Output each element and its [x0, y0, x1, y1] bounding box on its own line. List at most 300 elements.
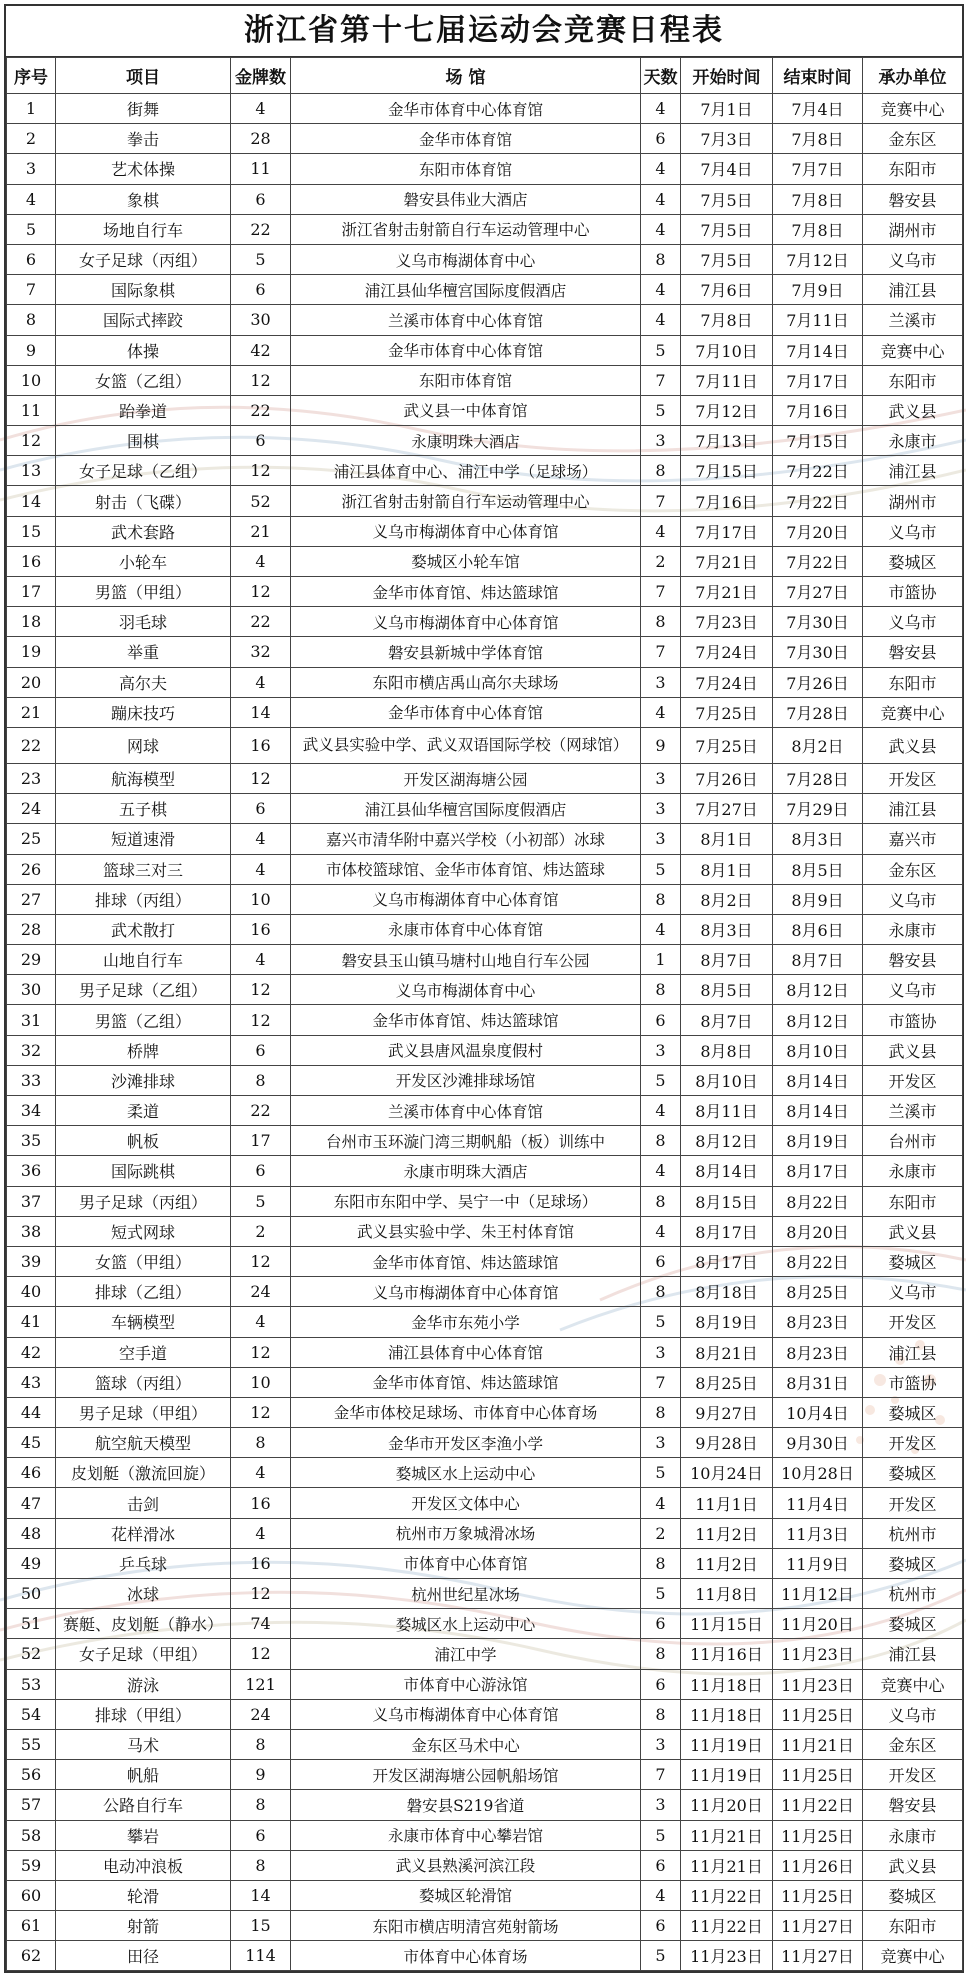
cell-event: 男子足球（乙组）	[56, 975, 231, 1005]
cell-venue: 杭州市万象城滑冰场	[291, 1518, 641, 1548]
cell-venue: 金华市体育中心体育馆	[291, 335, 641, 365]
cell-index: 61	[7, 1911, 56, 1941]
table-row	[7, 1126, 963, 1156]
cell-venue: 金华市体育馆、炜达篮球馆	[291, 1246, 641, 1276]
cell-event: 艺术体操	[56, 154, 231, 184]
cell-start: 10月24日	[681, 1458, 773, 1488]
table-row	[7, 486, 963, 516]
cell-end: 11月27日	[773, 1941, 863, 1971]
table-row	[7, 1005, 963, 1035]
cell-medals: 16	[231, 727, 291, 763]
table-row	[7, 577, 963, 607]
cell-index: 43	[7, 1367, 56, 1397]
cell-end: 10月28日	[773, 1458, 863, 1488]
cell-venue: 婺城区水上运动中心	[291, 1609, 641, 1639]
cell-venue: 开发区文体中心	[291, 1488, 641, 1518]
cell-index: 49	[7, 1548, 56, 1578]
table-row	[7, 637, 963, 667]
cell-days: 7	[641, 365, 681, 395]
cell-venue: 金华市体育中心体育馆	[291, 94, 641, 124]
cell-end: 11月21日	[773, 1729, 863, 1759]
cell-organizer: 开发区	[863, 1760, 963, 1790]
cell-event: 五子棋	[56, 794, 231, 824]
cell-medals: 17	[231, 1126, 291, 1156]
cell-organizer: 金东区	[863, 124, 963, 154]
cell-venue: 永康明珠大酒店	[291, 426, 641, 456]
schedule-sheet	[4, 4, 964, 1973]
cell-index: 19	[7, 637, 56, 667]
cell-index: 25	[7, 824, 56, 854]
cell-venue: 义乌市梅湖体育中心	[291, 975, 641, 1005]
cell-venue: 金华市体校足球场、市体育中心体育场	[291, 1397, 641, 1427]
cell-days: 4	[641, 214, 681, 244]
cell-start: 7月4日	[681, 154, 773, 184]
table-row	[7, 1518, 963, 1548]
cell-days: 4	[641, 94, 681, 124]
cell-medals: 22	[231, 1096, 291, 1126]
cell-days: 4	[641, 1096, 681, 1126]
cell-start: 8月5日	[681, 975, 773, 1005]
cell-start: 8月17日	[681, 1246, 773, 1276]
cell-event: 沙滩排球	[56, 1065, 231, 1095]
cell-days: 4	[641, 154, 681, 184]
table-row	[7, 1820, 963, 1850]
cell-index: 34	[7, 1096, 56, 1126]
table-row	[7, 1729, 963, 1759]
cell-event: 电动冲浪板	[56, 1850, 231, 1880]
cell-organizer: 婺城区	[863, 1548, 963, 1578]
cell-end: 7月29日	[773, 794, 863, 824]
cell-medals: 30	[231, 305, 291, 335]
cell-venue: 义乌市梅湖体育中心体育馆	[291, 607, 641, 637]
cell-organizer: 杭州市	[863, 1579, 963, 1609]
cell-medals: 12	[231, 763, 291, 793]
table-row	[7, 1397, 963, 1427]
cell-days: 8	[641, 244, 681, 274]
cell-medals: 9	[231, 1760, 291, 1790]
col-header-days: 天数	[641, 58, 681, 94]
cell-event: 男篮（甲组）	[56, 577, 231, 607]
table-row	[7, 1941, 963, 1971]
cell-end: 7月15日	[773, 426, 863, 456]
col-header-index: 序号	[7, 58, 56, 94]
cell-venue: 永康市体育中心体育馆	[291, 914, 641, 944]
cell-end: 7月22日	[773, 546, 863, 576]
cell-medals: 16	[231, 1488, 291, 1518]
cell-venue: 东阳市体育馆	[291, 154, 641, 184]
cell-end: 8月12日	[773, 1005, 863, 1035]
cell-days: 5	[641, 854, 681, 884]
table-row	[7, 1699, 963, 1729]
cell-days: 6	[641, 1246, 681, 1276]
table-row	[7, 1277, 963, 1307]
cell-index: 29	[7, 945, 56, 975]
cell-organizer: 磐安县	[863, 637, 963, 667]
cell-index: 55	[7, 1729, 56, 1759]
cell-start: 11月19日	[681, 1729, 773, 1759]
cell-medals: 8	[231, 1065, 291, 1095]
cell-end: 8月12日	[773, 975, 863, 1005]
schedule-table	[6, 57, 963, 1971]
cell-index: 20	[7, 667, 56, 697]
cell-index: 46	[7, 1458, 56, 1488]
cell-event: 女子足球（丙组）	[56, 244, 231, 274]
table-row	[7, 1579, 963, 1609]
cell-index: 62	[7, 1941, 56, 1971]
cell-end: 9月30日	[773, 1428, 863, 1458]
cell-end: 11月4日	[773, 1488, 863, 1518]
cell-index: 11	[7, 395, 56, 425]
cell-start: 7月23日	[681, 607, 773, 637]
cell-medals: 12	[231, 577, 291, 607]
cell-medals: 4	[231, 945, 291, 975]
cell-event: 蹦床技巧	[56, 697, 231, 727]
cell-index: 45	[7, 1428, 56, 1458]
table-row	[7, 516, 963, 546]
cell-medals: 6	[231, 1820, 291, 1850]
table-row	[7, 854, 963, 884]
cell-start: 11月21日	[681, 1820, 773, 1850]
cell-organizer: 婺城区	[863, 1397, 963, 1427]
cell-organizer: 竞赛中心	[863, 94, 963, 124]
cell-venue: 市体校篮球馆、金华市体育馆、炜达篮球	[291, 854, 641, 884]
cell-end: 7月9日	[773, 275, 863, 305]
cell-venue: 兰溪市体育中心体育馆	[291, 1096, 641, 1126]
cell-organizer: 武义县	[863, 1216, 963, 1246]
cell-event: 田径	[56, 1941, 231, 1971]
cell-venue: 金华市体育馆	[291, 124, 641, 154]
cell-days: 8	[641, 884, 681, 914]
col-header-venue: 场 馆	[291, 58, 641, 94]
cell-start: 8月17日	[681, 1216, 773, 1246]
cell-start: 7月21日	[681, 577, 773, 607]
cell-days: 9	[641, 727, 681, 763]
cell-start: 11月16日	[681, 1639, 773, 1669]
cell-days: 8	[641, 1126, 681, 1156]
cell-end: 7月8日	[773, 214, 863, 244]
cell-event: 皮划艇（激流回旋）	[56, 1458, 231, 1488]
cell-organizer: 武义县	[863, 1035, 963, 1065]
cell-end: 11月25日	[773, 1820, 863, 1850]
cell-days: 6	[641, 1669, 681, 1699]
cell-start: 7月25日	[681, 727, 773, 763]
cell-medals: 4	[231, 1458, 291, 1488]
cell-end: 7月22日	[773, 486, 863, 516]
cell-end: 7月20日	[773, 516, 863, 546]
cell-venue: 东阳市横店明清宫苑射箭场	[291, 1911, 641, 1941]
cell-event: 国际跳棋	[56, 1156, 231, 1186]
cell-end: 7月8日	[773, 124, 863, 154]
cell-event: 跆拳道	[56, 395, 231, 425]
cell-organizer: 义乌市	[863, 516, 963, 546]
cell-medals: 4	[231, 824, 291, 854]
cell-index: 53	[7, 1669, 56, 1699]
cell-start: 7月24日	[681, 637, 773, 667]
table-row	[7, 456, 963, 486]
cell-medals: 14	[231, 1880, 291, 1910]
cell-start: 9月28日	[681, 1428, 773, 1458]
cell-organizer: 浦江县	[863, 1337, 963, 1367]
cell-days: 6	[641, 1609, 681, 1639]
cell-index: 40	[7, 1277, 56, 1307]
cell-end: 7月26日	[773, 667, 863, 697]
table-row	[7, 1096, 963, 1126]
cell-index: 26	[7, 854, 56, 884]
cell-event: 象棋	[56, 184, 231, 214]
cell-medals: 32	[231, 637, 291, 667]
cell-organizer: 市篮协	[863, 1367, 963, 1397]
cell-days: 3	[641, 1729, 681, 1759]
cell-venue: 市体育中心体育场	[291, 1941, 641, 1971]
cell-index: 30	[7, 975, 56, 1005]
cell-start: 8月2日	[681, 884, 773, 914]
table-row	[7, 94, 963, 124]
cell-start: 11月23日	[681, 1941, 773, 1971]
cell-start: 11月2日	[681, 1518, 773, 1548]
cell-event: 花样滑冰	[56, 1518, 231, 1548]
cell-organizer: 武义县	[863, 727, 963, 763]
cell-venue: 义乌市梅湖体育中心体育馆	[291, 1699, 641, 1729]
cell-event: 排球（丙组）	[56, 884, 231, 914]
cell-event: 围棋	[56, 426, 231, 456]
cell-organizer: 湖州市	[863, 214, 963, 244]
cell-organizer: 义乌市	[863, 884, 963, 914]
cell-days: 7	[641, 637, 681, 667]
cell-index: 59	[7, 1850, 56, 1880]
cell-organizer: 义乌市	[863, 975, 963, 1005]
cell-organizer: 义乌市	[863, 1277, 963, 1307]
cell-days: 3	[641, 1428, 681, 1458]
cell-start: 11月2日	[681, 1548, 773, 1578]
cell-index: 39	[7, 1246, 56, 1276]
cell-medals: 12	[231, 975, 291, 1005]
cell-event: 街舞	[56, 94, 231, 124]
cell-medals: 5	[231, 1186, 291, 1216]
cell-index: 2	[7, 124, 56, 154]
cell-medals: 8	[231, 1729, 291, 1759]
cell-event: 航海模型	[56, 763, 231, 793]
cell-organizer: 永康市	[863, 914, 963, 944]
cell-venue: 浦江县仙华檀宫国际度假酒店	[291, 794, 641, 824]
cell-venue: 市体育中心体育馆	[291, 1548, 641, 1578]
cell-days: 8	[641, 1548, 681, 1578]
cell-start: 8月3日	[681, 914, 773, 944]
cell-event: 拳击	[56, 124, 231, 154]
cell-venue: 浙江省射击射箭自行车运动管理中心	[291, 486, 641, 516]
cell-start: 7月8日	[681, 305, 773, 335]
cell-days: 3	[641, 1790, 681, 1820]
table-row	[7, 1367, 963, 1397]
cell-end: 11月22日	[773, 1790, 863, 1820]
cell-medals: 12	[231, 1579, 291, 1609]
table-row	[7, 426, 963, 456]
cell-event: 国际式摔跤	[56, 305, 231, 335]
cell-venue: 开发区湖海塘公园	[291, 763, 641, 793]
cell-end: 8月23日	[773, 1307, 863, 1337]
cell-venue: 武义县实验中学、武义双语国际学校（网球馆）	[291, 727, 641, 763]
cell-organizer: 杭州市	[863, 1518, 963, 1548]
cell-start: 8月19日	[681, 1307, 773, 1337]
cell-start: 8月1日	[681, 824, 773, 854]
cell-event: 场地自行车	[56, 214, 231, 244]
table-row	[7, 975, 963, 1005]
cell-organizer: 市篮协	[863, 577, 963, 607]
cell-venue: 市体育中心游泳馆	[291, 1669, 641, 1699]
cell-end: 8月22日	[773, 1246, 863, 1276]
table-row	[7, 1216, 963, 1246]
cell-medals: 12	[231, 1639, 291, 1669]
cell-organizer: 开发区	[863, 1488, 963, 1518]
table-row	[7, 697, 963, 727]
cell-days: 4	[641, 1156, 681, 1186]
cell-organizer: 武义县	[863, 395, 963, 425]
cell-venue: 金华市体育馆、炜达篮球馆	[291, 1367, 641, 1397]
cell-days: 5	[641, 1458, 681, 1488]
cell-organizer: 东阳市	[863, 1911, 963, 1941]
cell-venue: 武义县唐风温泉度假村	[291, 1035, 641, 1065]
cell-medals: 10	[231, 1367, 291, 1397]
cell-index: 44	[7, 1397, 56, 1427]
cell-index: 57	[7, 1790, 56, 1820]
cell-event: 山地自行车	[56, 945, 231, 975]
cell-end: 7月14日	[773, 335, 863, 365]
cell-start: 7月21日	[681, 546, 773, 576]
cell-venue: 杭州世纪星冰场	[291, 1579, 641, 1609]
cell-end: 8月10日	[773, 1035, 863, 1065]
cell-end: 8月19日	[773, 1126, 863, 1156]
cell-medals: 4	[231, 94, 291, 124]
cell-start: 8月8日	[681, 1035, 773, 1065]
cell-medals: 16	[231, 1548, 291, 1578]
table-row	[7, 667, 963, 697]
cell-index: 60	[7, 1880, 56, 1910]
col-header-start: 开始时间	[681, 58, 773, 94]
cell-organizer: 浦江县	[863, 275, 963, 305]
cell-days: 6	[641, 1005, 681, 1035]
cell-medals: 4	[231, 667, 291, 697]
table-row	[7, 305, 963, 335]
cell-start: 8月12日	[681, 1126, 773, 1156]
cell-event: 轮滑	[56, 1880, 231, 1910]
cell-start: 8月1日	[681, 854, 773, 884]
cell-organizer: 婺城区	[863, 1458, 963, 1488]
table-row	[7, 945, 963, 975]
cell-medals: 4	[231, 1518, 291, 1548]
cell-start: 7月24日	[681, 667, 773, 697]
cell-end: 7月11日	[773, 305, 863, 335]
cell-index: 8	[7, 305, 56, 335]
cell-days: 3	[641, 763, 681, 793]
table-row	[7, 1246, 963, 1276]
cell-medals: 12	[231, 1337, 291, 1367]
cell-event: 网球	[56, 727, 231, 763]
cell-index: 52	[7, 1639, 56, 1669]
cell-venue: 台州市玉环漩门湾三期帆船（板）训练中	[291, 1126, 641, 1156]
table-row	[7, 1458, 963, 1488]
cell-event: 射箭	[56, 1911, 231, 1941]
cell-medals: 21	[231, 516, 291, 546]
cell-start: 7月10日	[681, 335, 773, 365]
cell-start: 11月19日	[681, 1760, 773, 1790]
cell-start: 7月25日	[681, 697, 773, 727]
cell-organizer: 台州市	[863, 1126, 963, 1156]
cell-end: 8月9日	[773, 884, 863, 914]
cell-end: 11月3日	[773, 1518, 863, 1548]
cell-venue: 义乌市梅湖体育中心体育馆	[291, 1277, 641, 1307]
cell-medals: 15	[231, 1911, 291, 1941]
cell-event: 举重	[56, 637, 231, 667]
cell-venue: 磐安县伟业大酒店	[291, 184, 641, 214]
cell-venue: 义乌市梅湖体育中心	[291, 244, 641, 274]
cell-days: 3	[641, 824, 681, 854]
cell-medals: 6	[231, 1035, 291, 1065]
cell-medals: 74	[231, 1609, 291, 1639]
table-row	[7, 275, 963, 305]
cell-end: 8月25日	[773, 1277, 863, 1307]
table-body	[7, 94, 963, 1971]
cell-start: 8月21日	[681, 1337, 773, 1367]
cell-days: 8	[641, 1699, 681, 1729]
cell-days: 3	[641, 1035, 681, 1065]
cell-end: 7月27日	[773, 577, 863, 607]
cell-organizer: 兰溪市	[863, 1096, 963, 1126]
cell-organizer: 浦江县	[863, 1639, 963, 1669]
cell-organizer: 竞赛中心	[863, 697, 963, 727]
cell-end: 7月22日	[773, 456, 863, 486]
cell-medals: 12	[231, 1246, 291, 1276]
cell-event: 羽毛球	[56, 607, 231, 637]
cell-medals: 4	[231, 854, 291, 884]
cell-organizer: 市篮协	[863, 1005, 963, 1035]
cell-end: 11月26日	[773, 1850, 863, 1880]
cell-event: 小轮车	[56, 546, 231, 576]
cell-venue: 义乌市梅湖体育中心体育馆	[291, 884, 641, 914]
cell-medals: 8	[231, 1790, 291, 1820]
cell-event: 公路自行车	[56, 1790, 231, 1820]
cell-days: 5	[641, 395, 681, 425]
cell-venue: 金华市体育馆、炜达篮球馆	[291, 1005, 641, 1035]
cell-event: 男子足球（丙组）	[56, 1186, 231, 1216]
cell-start: 7月27日	[681, 794, 773, 824]
cell-event: 武术散打	[56, 914, 231, 944]
cell-end: 7月7日	[773, 154, 863, 184]
cell-start: 8月14日	[681, 1156, 773, 1186]
cell-days: 2	[641, 546, 681, 576]
table-row	[7, 1035, 963, 1065]
cell-days: 4	[641, 516, 681, 546]
cell-index: 10	[7, 365, 56, 395]
cell-event: 短式网球	[56, 1216, 231, 1246]
cell-days: 8	[641, 1397, 681, 1427]
cell-medals: 4	[231, 546, 291, 576]
table-row	[7, 1911, 963, 1941]
cell-venue: 义乌市梅湖体育中心体育馆	[291, 516, 641, 546]
cell-start: 11月20日	[681, 1790, 773, 1820]
table-row	[7, 1065, 963, 1095]
table-row	[7, 124, 963, 154]
cell-index: 13	[7, 456, 56, 486]
cell-medals: 10	[231, 884, 291, 914]
cell-end: 8月20日	[773, 1216, 863, 1246]
cell-index: 16	[7, 546, 56, 576]
cell-event: 女篮（乙组）	[56, 365, 231, 395]
cell-organizer: 磐安县	[863, 945, 963, 975]
cell-venue: 金东区马术中心	[291, 1729, 641, 1759]
table-row	[7, 1488, 963, 1518]
cell-index: 54	[7, 1699, 56, 1729]
table-row	[7, 1156, 963, 1186]
cell-days: 7	[641, 1760, 681, 1790]
